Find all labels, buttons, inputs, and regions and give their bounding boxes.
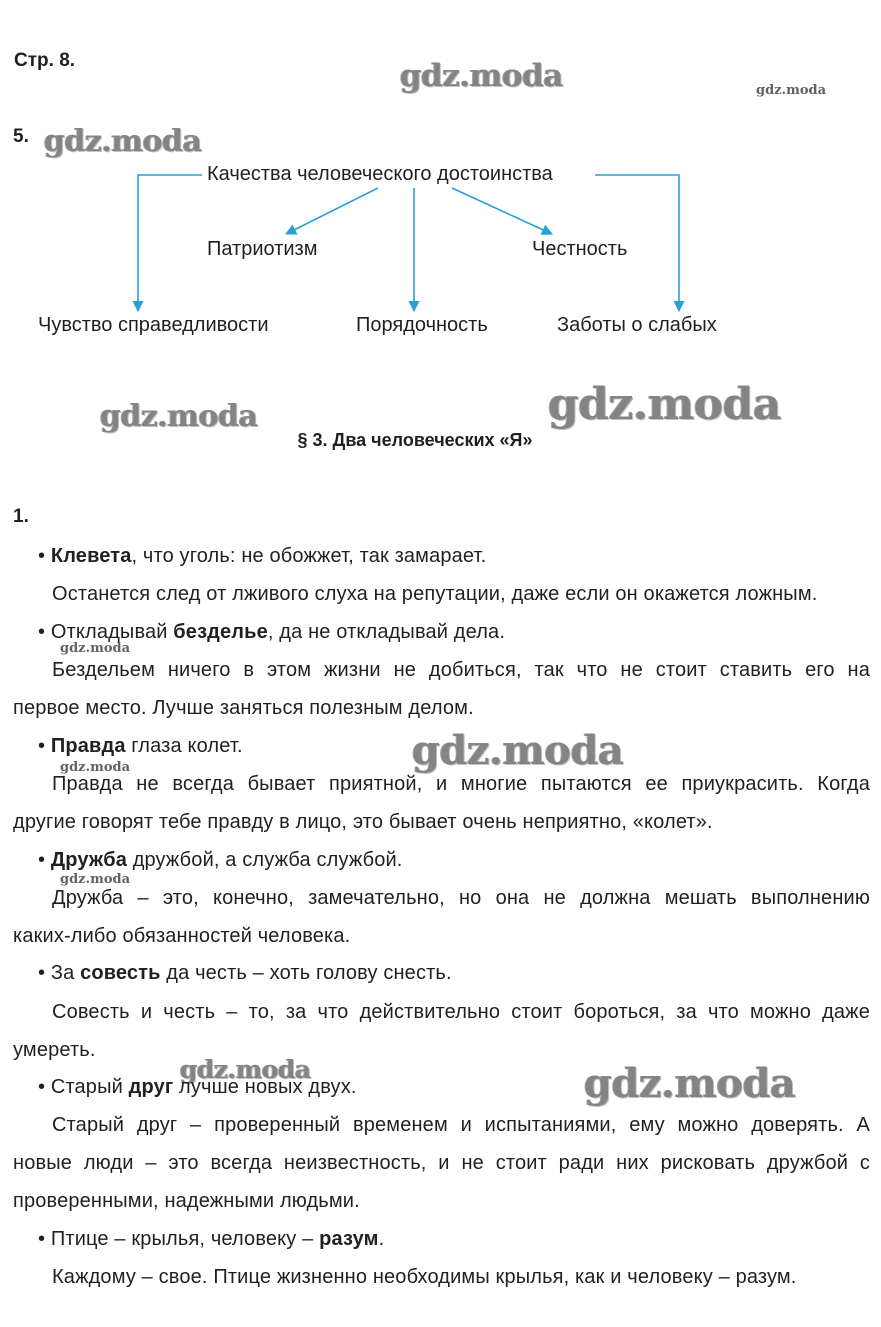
explanation-line: умереть. [13, 1039, 96, 1061]
proverb-line: • За совесть да честь – хоть голову снесть. [38, 962, 452, 984]
watermark-logo: gdz.moda [100, 399, 258, 434]
proverb-line: • Дружба дружбой, а служба службой. [38, 849, 403, 871]
proverb-line: • Откладывай безделье, да не откладывай дела. [38, 621, 506, 643]
watermark-logo: gdz.moda [412, 727, 624, 774]
diagram-node-justice: Чувство справедливости [38, 314, 269, 336]
diagram-node-care: Заботы о слабых [557, 314, 717, 336]
explanation-line: первое место. Лучше заняться полезным делом. [13, 697, 474, 719]
proverb-line: • Клевета, что уголь: не обожжет, так замарает. [38, 545, 487, 567]
explanation-line: Правда не всегда бывает приятной, и многие пытаются ее приукрасить. Когда [52, 773, 870, 795]
explanation-line: Старый друг – проверенный временем и испытаниями, ему можно доверять. А [52, 1114, 870, 1136]
watermark-logo: gdz.moda [548, 379, 782, 430]
task-number: 5. [13, 126, 29, 147]
arrow-to-justice [138, 175, 202, 311]
watermark-logo: gdz.moda [584, 1060, 796, 1107]
diagram-root: Качества человеческого достоинства [207, 163, 553, 185]
explanation-line: Бездельем ничего в этом жизни не добиться, так что не стоит ставить его на [52, 659, 870, 681]
watermark-logo: gdz.moda [44, 124, 202, 159]
key-word: друг [128, 1076, 174, 1098]
watermark-logo: gdz.moda [756, 83, 827, 98]
page-number: Стр. 8. [14, 50, 76, 71]
explanation-line: Совесть и честь – то, за что действительно стоит бороться, за что можно даже [52, 1001, 870, 1023]
watermark-logo: gdz.moda [60, 760, 131, 775]
explanation-line: каких-либо обязанностей человека. [13, 925, 351, 947]
explanation-line: Каждому – свое. Птице жизненно необходимы крылья, как и человеку – разум. [52, 1266, 797, 1288]
task-number: 1. [13, 506, 29, 527]
key-word: Клевета [50, 545, 132, 567]
arrow-to-patriotism [286, 188, 378, 234]
diagram-node-decency: Порядочность [356, 314, 488, 336]
diagram-node-patriotism: Патриотизм [207, 238, 318, 260]
key-word: Правда [50, 735, 126, 757]
proverb-line: • Старый друг лучше новых двух. [38, 1076, 357, 1098]
watermark-logo: gdz.moda [60, 641, 131, 656]
watermark-logo: gdz.moda [400, 58, 563, 94]
explanation-line: проверенными, надежными людьми. [13, 1190, 360, 1212]
key-word: совесть [80, 962, 161, 984]
key-word: Дружба [50, 849, 127, 871]
diagram-node-honesty: Честность [532, 238, 628, 260]
proverb-line: • Правда глаза колет. [38, 735, 243, 757]
watermark-logo: gdz.moda [60, 872, 131, 887]
diagram-arrows [0, 0, 881, 400]
explanation-line: Дружба – это, конечно, замечательно, но она не должна мешать выполнению [52, 887, 870, 909]
section-title: § 3. Два человеческих «Я» [297, 430, 533, 450]
explanation-line: другие говорят тебе правду в лицо, это бывает очень неприятно, «колет». [13, 811, 713, 833]
arrow-to-honesty [452, 188, 552, 234]
key-word: безделье [173, 621, 268, 643]
explanation-line: Останется след от лживого слуха на репутации, даже если он окажется ложным. [52, 583, 818, 605]
watermark-logo: gdz.moda [180, 1055, 311, 1084]
key-word: разум [319, 1228, 379, 1250]
proverb-line: • Птице – крылья, человеку – разум. [38, 1228, 385, 1250]
explanation-line: новые люди – это всегда неизвестность, и не стоит ради них рисковать дружбой с [13, 1152, 870, 1174]
